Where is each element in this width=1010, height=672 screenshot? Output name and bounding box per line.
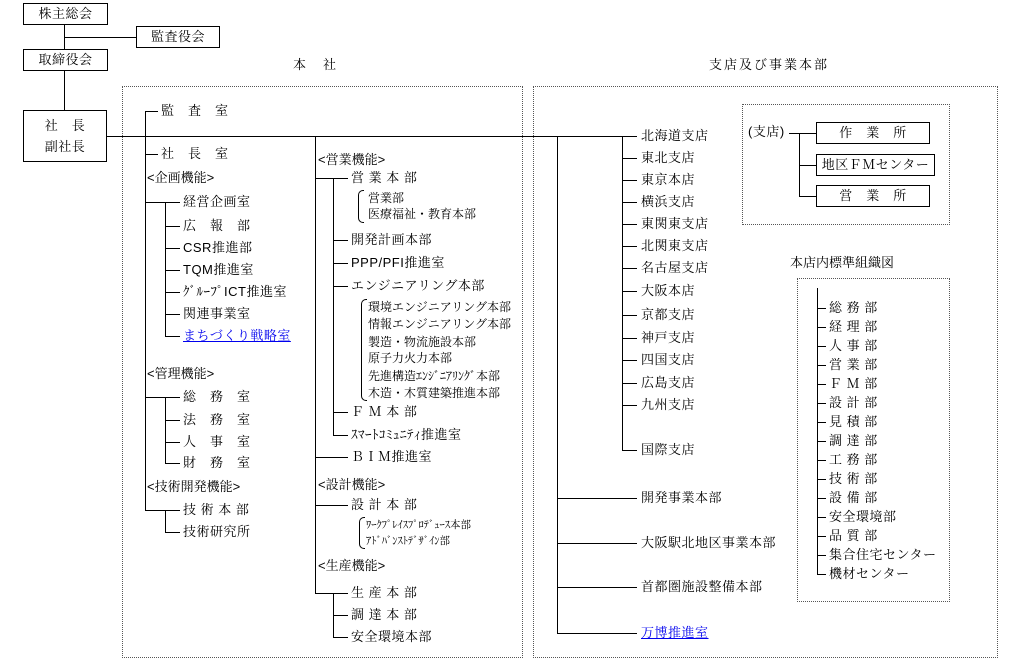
standard-org-item: 技 術 部 bbox=[829, 471, 878, 486]
connector-line bbox=[817, 441, 826, 442]
work-site-box: 作 業 所 bbox=[816, 122, 930, 144]
connector-line bbox=[165, 248, 180, 249]
connector-line bbox=[145, 154, 158, 155]
machizukuri-strategy-link[interactable]: まちづくり戦略室 bbox=[183, 328, 291, 343]
connector-line bbox=[333, 412, 348, 413]
org-node: エンジニアリング本部 bbox=[351, 278, 485, 293]
connector-line bbox=[622, 202, 637, 203]
org-node: ｸﾞﾙｰﾌﾟICT推進室 bbox=[183, 284, 287, 299]
org-node: 関連事業室 bbox=[183, 306, 251, 321]
connector-line bbox=[333, 178, 334, 435]
org-node: 京都支店 bbox=[641, 307, 696, 322]
district-fm-center-box: 地区ＦＭセンター bbox=[816, 154, 935, 176]
sales-group-header: <営業機能> bbox=[318, 152, 386, 167]
connector-line bbox=[165, 510, 166, 532]
branch-note-label: (支店) bbox=[748, 124, 785, 139]
org-node: 九州支店 bbox=[641, 397, 696, 412]
connector-line bbox=[789, 133, 816, 134]
left-brace bbox=[359, 517, 365, 549]
connector-line bbox=[333, 615, 348, 616]
connector-line bbox=[315, 136, 316, 593]
standard-org-item: 調 達 部 bbox=[829, 433, 878, 448]
org-node: 法 務 室 bbox=[183, 412, 251, 427]
sales-office-box: 営 業 所 bbox=[816, 185, 930, 207]
connector-line bbox=[165, 442, 180, 443]
standard-org-item: 機材センター bbox=[829, 566, 910, 581]
org-node: 木造・木質建築推進本部 bbox=[368, 386, 501, 400]
connector-line bbox=[165, 292, 180, 293]
standard-org-item: 人 事 部 bbox=[829, 338, 878, 353]
standard-org-item: 設 計 部 bbox=[829, 395, 878, 410]
connector-line bbox=[557, 498, 637, 499]
standard-org-item: 総 務 部 bbox=[829, 300, 878, 315]
connector-line bbox=[817, 574, 826, 575]
org-node: 営業部 bbox=[368, 191, 405, 205]
connector-line bbox=[817, 498, 826, 499]
org-node: 四国支店 bbox=[641, 352, 696, 367]
org-node: TQM推進室 bbox=[183, 262, 254, 277]
connector-line bbox=[145, 397, 180, 398]
audit-room-label: 監 査 室 bbox=[161, 103, 229, 118]
org-node: 安全環境本部 bbox=[351, 629, 433, 644]
org-node: ﾜｰｸﾌﾟﾚｲｽﾌﾟﾛﾃﾞｭｰｽ本部 bbox=[366, 519, 471, 531]
connector-line bbox=[165, 202, 166, 336]
org-node: 横浜支店 bbox=[641, 194, 696, 209]
design-group-header: <設計機能> bbox=[318, 477, 386, 492]
vice-president-label: 副社長 bbox=[44, 138, 86, 154]
hq-title: 本 社 bbox=[293, 57, 339, 72]
standard-org-item: 見 積 部 bbox=[829, 414, 878, 429]
org-node: CSR推進部 bbox=[183, 240, 253, 255]
standard-org-item: 品 質 部 bbox=[829, 528, 878, 543]
connector-line bbox=[165, 532, 180, 533]
planning-group-header: <企画機能> bbox=[147, 170, 215, 185]
org-node: 国際支店 bbox=[641, 442, 696, 457]
connector-line bbox=[333, 435, 348, 436]
board-of-directors-box: 取締役会 bbox=[23, 49, 108, 71]
connector-line bbox=[622, 360, 637, 361]
org-node: 原子力火力本部 bbox=[368, 351, 453, 365]
connector-line bbox=[145, 111, 158, 112]
connector-line bbox=[622, 246, 637, 247]
branches-title: 支店及び事業本部 bbox=[709, 57, 830, 72]
org-node: 技術研究所 bbox=[183, 524, 251, 539]
org-node: 医療福祉・教育本部 bbox=[368, 207, 477, 221]
connector-line bbox=[817, 288, 818, 574]
connector-line bbox=[622, 291, 637, 292]
connector-line bbox=[817, 517, 826, 518]
standard-org-item: 営 業 部 bbox=[829, 357, 878, 372]
connector-line bbox=[817, 327, 826, 328]
connector-line bbox=[622, 383, 637, 384]
connector-line bbox=[817, 422, 826, 423]
connector-line bbox=[622, 315, 637, 316]
connector-line bbox=[817, 536, 826, 537]
rnd-group-header: <技術開発機能> bbox=[147, 479, 241, 494]
org-node: 開発計画本部 bbox=[351, 232, 433, 247]
org-node: ｽﾏｰﾄｺﾐｭﾆﾃｨ推進室 bbox=[351, 427, 462, 442]
connector-line bbox=[64, 37, 136, 38]
org-node: 調 達 本 部 bbox=[351, 607, 418, 622]
connector-line bbox=[622, 158, 637, 159]
org-node: PPP/PFI推進室 bbox=[351, 255, 445, 270]
org-node: 北関東支店 bbox=[641, 238, 709, 253]
connector-line bbox=[622, 268, 637, 269]
connector-line bbox=[333, 240, 348, 241]
org-node: 東北支店 bbox=[641, 150, 696, 165]
standard-org-item: 経 理 部 bbox=[829, 319, 878, 334]
left-brace bbox=[358, 190, 364, 223]
org-node: 経営企画室 bbox=[183, 194, 251, 209]
left-brace bbox=[361, 299, 367, 401]
connector-line bbox=[622, 405, 637, 406]
org-node: 情報エンジニアリング本部 bbox=[368, 317, 511, 331]
connector-line bbox=[145, 111, 146, 511]
production-group-header: <生産機能> bbox=[318, 558, 386, 573]
org-node: 先進構造ｴﾝｼﾞﾆｱﾘﾝｸﾞ本部 bbox=[368, 369, 501, 383]
connector-line bbox=[557, 587, 637, 588]
connector-line bbox=[622, 224, 637, 225]
org-node: 財 務 室 bbox=[183, 455, 251, 470]
standard-org-item: 安全環境部 bbox=[829, 509, 897, 524]
org-node: 人 事 室 bbox=[183, 434, 251, 449]
connector-line bbox=[817, 384, 826, 385]
connector-line bbox=[333, 637, 348, 638]
org-node: Ｆ Ｍ 本 部 bbox=[351, 404, 418, 419]
connector-line bbox=[165, 463, 180, 464]
connector-line bbox=[145, 510, 180, 511]
connector-line bbox=[64, 71, 65, 110]
shareholders-meeting-box: 株主総会 bbox=[23, 3, 108, 25]
org-node: 大阪駅北地区事業本部 bbox=[641, 535, 777, 550]
connector-line bbox=[799, 165, 816, 166]
connector-line bbox=[315, 505, 348, 506]
connector-line bbox=[622, 136, 637, 137]
connector-line bbox=[165, 397, 166, 463]
standard-org-item: Ｆ Ｍ 部 bbox=[829, 376, 878, 391]
standard-org-item: 設 備 部 bbox=[829, 490, 878, 505]
org-node: ｱﾄﾞﾊﾞﾝｽﾄﾃﾞｻﾞｲﾝ部 bbox=[366, 535, 450, 547]
connector-line bbox=[622, 338, 637, 339]
connector-line bbox=[622, 180, 637, 181]
connector-line bbox=[165, 226, 180, 227]
connector-line bbox=[817, 479, 826, 480]
standard-org-item: 工 務 部 bbox=[829, 452, 878, 467]
org-node: 大阪本店 bbox=[641, 283, 696, 298]
connector-line bbox=[315, 457, 348, 458]
connector-line bbox=[799, 196, 816, 197]
org-node: 設 計 本 部 bbox=[351, 497, 418, 512]
org-node: 環境エンジニアリング本部 bbox=[368, 300, 511, 314]
org-node: 広島支店 bbox=[641, 375, 696, 390]
connector-line bbox=[165, 420, 180, 421]
connector-line bbox=[333, 263, 348, 264]
connector-line bbox=[622, 450, 637, 451]
connector-line bbox=[557, 543, 637, 544]
connector-line bbox=[165, 270, 180, 271]
president-box bbox=[23, 110, 107, 162]
connector-line bbox=[315, 178, 348, 179]
org-node: 首都圏施設整備本部 bbox=[641, 579, 763, 594]
connector-line bbox=[622, 136, 623, 450]
org-node: 東関東支店 bbox=[641, 216, 709, 231]
org-node: 営 業 本 部 bbox=[351, 170, 418, 185]
connector-line bbox=[817, 555, 826, 556]
connector-line bbox=[315, 593, 348, 594]
connector-line bbox=[817, 460, 826, 461]
org-node: 開発事業本部 bbox=[641, 490, 723, 505]
connector-line bbox=[165, 336, 180, 337]
org-node: 神戸支店 bbox=[641, 330, 696, 345]
connector-line bbox=[145, 202, 180, 203]
expo-promotion-link[interactable]: 万博推進室 bbox=[641, 625, 709, 640]
connector-line bbox=[557, 633, 637, 634]
org-node: 東京本店 bbox=[641, 172, 696, 187]
connector-line bbox=[817, 365, 826, 366]
standard-org-title: 本店内標準組織図 bbox=[790, 255, 895, 270]
president-room-label: 社 長 室 bbox=[161, 146, 229, 161]
connector-line bbox=[817, 403, 826, 404]
connector-line bbox=[817, 346, 826, 347]
president-label: 社 長 bbox=[44, 117, 86, 133]
standard-org-item: 集合住宅センター bbox=[829, 547, 937, 562]
org-node: 製造・物流施設本部 bbox=[368, 335, 477, 349]
org-node: 技 術 本 部 bbox=[183, 502, 250, 517]
org-node: 生 産 本 部 bbox=[351, 585, 418, 600]
org-node: ＢＩＭ推進室 bbox=[351, 449, 433, 464]
connector-line bbox=[557, 136, 558, 633]
org-node: 広 報 部 bbox=[183, 218, 251, 233]
connector-line bbox=[165, 314, 180, 315]
audit-committee-box: 監査役会 bbox=[136, 26, 220, 48]
org-node: 北海道支店 bbox=[641, 128, 709, 143]
connector-line bbox=[333, 286, 348, 287]
connector-line bbox=[817, 308, 826, 309]
admin-group-header: <管理機能> bbox=[147, 366, 215, 381]
org-node: 総 務 室 bbox=[183, 389, 251, 404]
org-node: 名古屋支店 bbox=[641, 260, 709, 275]
